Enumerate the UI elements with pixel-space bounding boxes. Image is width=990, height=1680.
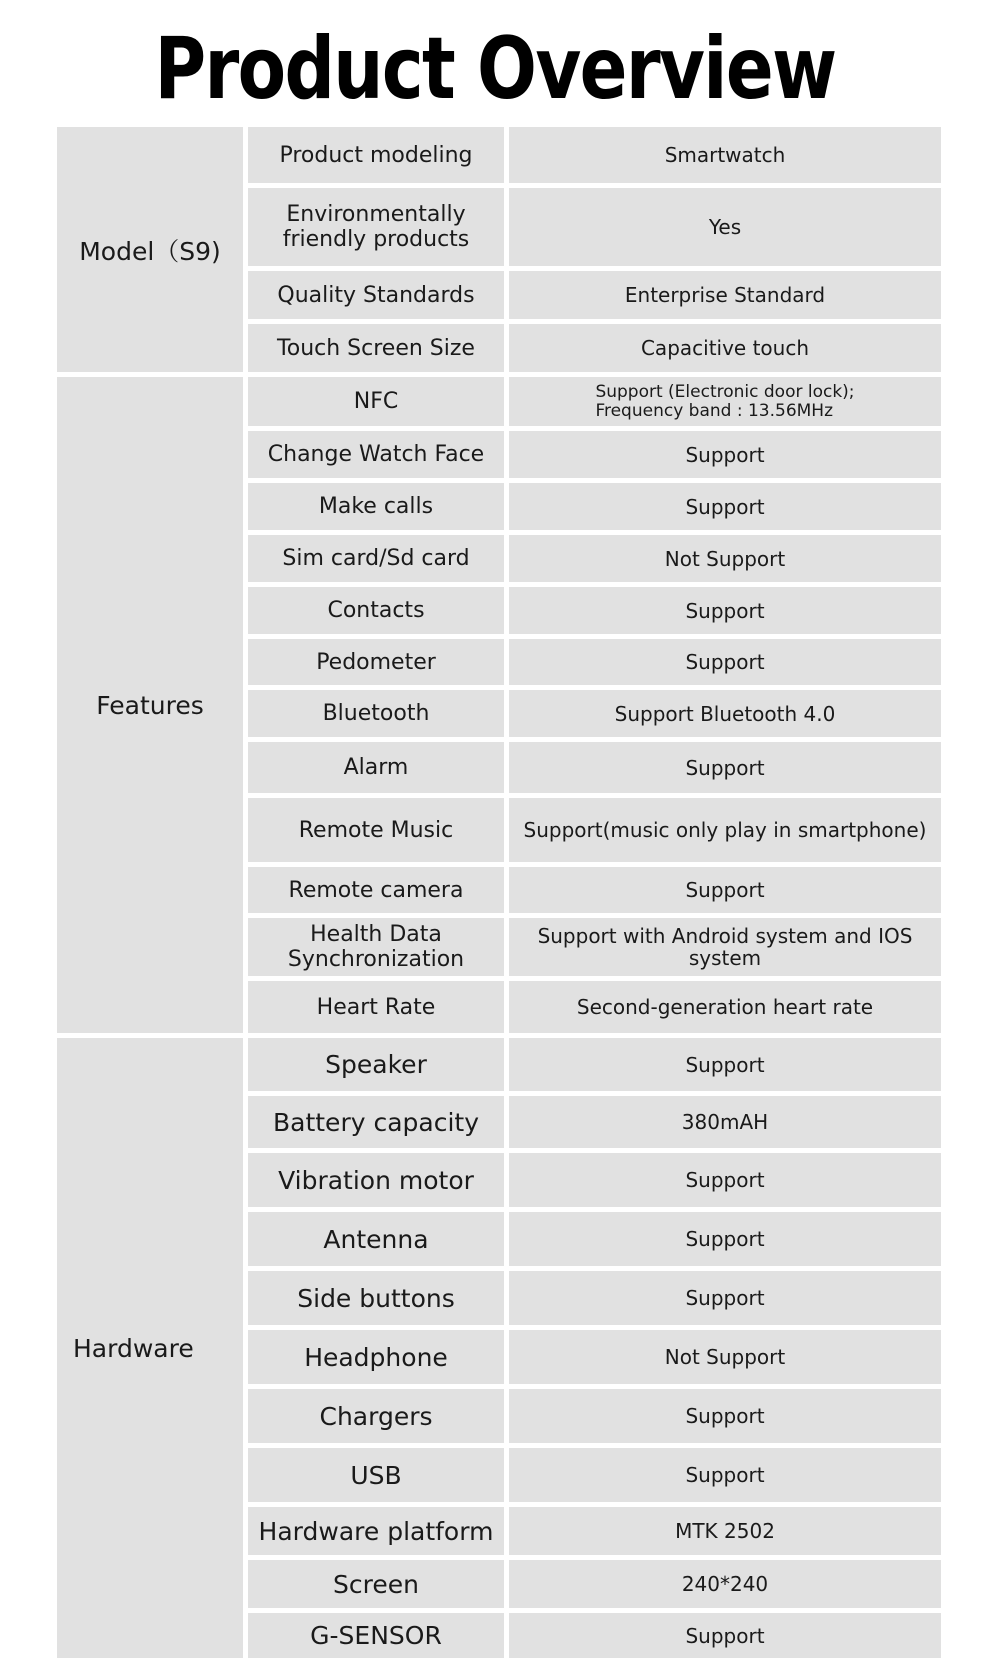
spec-value: Second-generation heart rate — [509, 981, 941, 1033]
spec-name: Side buttons — [248, 1271, 504, 1325]
spec-value: Support — [509, 742, 941, 793]
spec-value: Not Support — [509, 1330, 941, 1384]
spec-name: USB — [248, 1448, 504, 1502]
spec-name: Bluetooth — [248, 690, 504, 737]
spec-value: Support — [509, 1448, 941, 1502]
spec-row — [0, 981, 990, 1033]
spec-row — [0, 1613, 990, 1658]
spec-value: Yes — [509, 188, 941, 266]
spec-value: Support — [509, 1613, 941, 1658]
spec-value: Support — [509, 587, 941, 634]
spec-name: Battery capacity — [248, 1096, 504, 1148]
spec-name: Touch Screen Size — [248, 324, 504, 372]
spec-row — [0, 377, 990, 426]
spec-group-model — [0, 127, 990, 372]
spec-name: Health Data Synchronization — [248, 918, 504, 976]
spec-value: Support Bluetooth 4.0 — [509, 690, 941, 737]
spec-value: Support — [509, 639, 941, 685]
spec-name: Heart Rate — [248, 981, 504, 1033]
spec-value: Support — [509, 431, 941, 478]
spec-row — [0, 639, 990, 685]
spec-name: Quality Standards — [248, 271, 504, 319]
spec-name: Remote camera — [248, 867, 504, 913]
spec-name: G-SENSOR — [248, 1613, 504, 1658]
spec-name: Sim card/Sd card — [248, 535, 504, 582]
group-label: Model（S9) — [57, 127, 243, 372]
spec-row — [0, 1271, 990, 1325]
spec-group-features — [0, 377, 990, 1033]
spec-row — [0, 587, 990, 634]
page-title: Product Overview — [154, 19, 836, 119]
spec-row — [0, 188, 990, 266]
spec-row — [0, 431, 990, 478]
spec-name: Screen — [248, 1560, 504, 1608]
spec-name: Speaker — [248, 1038, 504, 1091]
group-label: Features — [57, 377, 243, 1033]
spec-name: Contacts — [248, 587, 504, 634]
spec-name: Vibration motor — [248, 1153, 504, 1207]
spec-row — [0, 535, 990, 582]
spec-value: Enterprise Standard — [509, 271, 941, 319]
spec-value: Smartwatch — [509, 127, 941, 183]
spec-name: Environmentally friendly products — [248, 188, 504, 266]
spec-row — [0, 1212, 990, 1266]
spec-value — [509, 377, 941, 426]
spec-row — [0, 742, 990, 793]
spec-name: Make calls — [248, 483, 504, 530]
spec-name: NFC — [248, 377, 504, 426]
spec-row — [0, 1448, 990, 1502]
spec-row — [0, 324, 990, 372]
spec-value: Support(music only play in smartphone) — [509, 798, 941, 862]
spec-value: Support — [509, 867, 941, 913]
spec-name: Alarm — [248, 742, 504, 793]
spec-row — [0, 1038, 990, 1091]
group-label: Hardware — [57, 1038, 243, 1658]
spec-row — [0, 1560, 990, 1608]
spec-value: Support with Android system and IOS system — [509, 918, 941, 976]
spec-name: Remote Music — [248, 798, 504, 862]
spec-row — [0, 271, 990, 319]
spec-group-hardware — [0, 1038, 990, 1658]
spec-value-text: Support (Electronic door lock); Frequency band : 13.56MHz — [595, 381, 855, 421]
spec-name: Antenna — [248, 1212, 504, 1266]
spec-row — [0, 127, 990, 183]
spec-row — [0, 1507, 990, 1555]
spec-row — [0, 1096, 990, 1148]
spec-name: Product modeling — [248, 127, 504, 183]
spec-value: Support — [509, 1389, 941, 1443]
spec-row — [0, 1330, 990, 1384]
spec-row — [0, 867, 990, 913]
spec-value: 240*240 — [509, 1560, 941, 1608]
spec-value: Support — [509, 1212, 941, 1266]
spec-value: Support — [509, 1038, 941, 1091]
spec-name: Headphone — [248, 1330, 504, 1384]
spec-name: Hardware platform — [248, 1507, 504, 1555]
spec-name: Chargers — [248, 1389, 504, 1443]
spec-row — [0, 1153, 990, 1207]
spec-row — [0, 483, 990, 530]
spec-row — [0, 1389, 990, 1443]
spec-name: Pedometer — [248, 639, 504, 685]
spec-row — [0, 798, 990, 862]
spec-value: Not Support — [509, 535, 941, 582]
spec-value: Support — [509, 483, 941, 530]
spec-value: MTK 2502 — [509, 1507, 941, 1555]
spec-value: Support — [509, 1153, 941, 1207]
spec-value: Capacitive touch — [509, 324, 941, 372]
spec-row — [0, 690, 990, 737]
spec-name: Change Watch Face — [248, 431, 504, 478]
spec-value: Support — [509, 1271, 941, 1325]
spec-row — [0, 918, 990, 976]
spec-value: 380mAH — [509, 1096, 941, 1148]
